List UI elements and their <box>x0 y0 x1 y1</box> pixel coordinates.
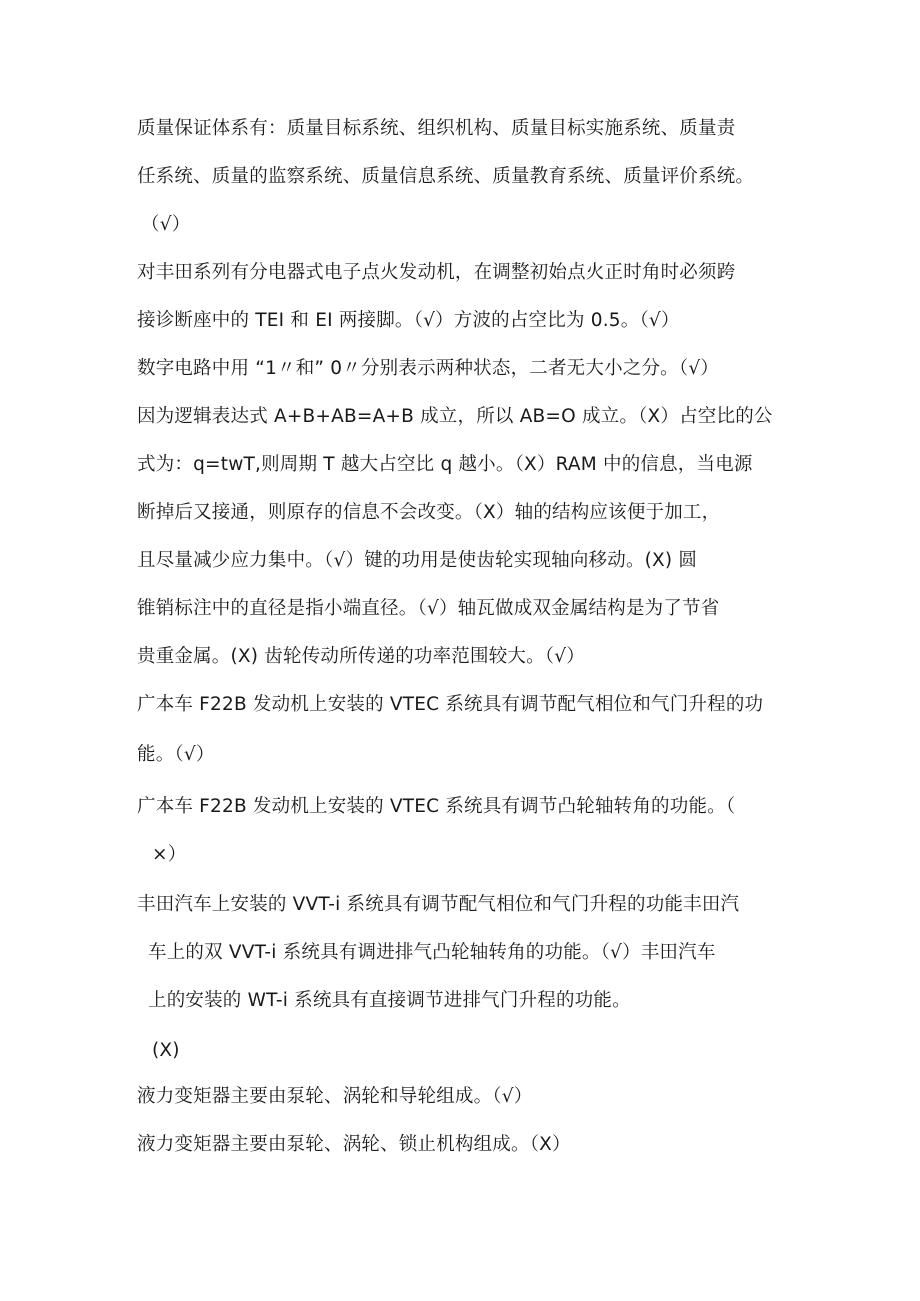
text-line: 上的安装的 WT-i 系统具有直接调节进排气门升程的功能。 <box>148 990 631 1011</box>
text-line: 数字电路中用 “1〃和” 0〃分别表示两种状态，二者无大小之分。（√） <box>137 358 720 379</box>
answer-mark: （√） <box>141 214 191 235</box>
text-line: 接诊断座中的 TEI 和 EI 两接脚。（√）方波的占空比为 0.5。（√） <box>137 310 680 331</box>
text-line: 车上的双 VVT-i 系统具有调进排气凸轮轴转角的功能。（√）丰田汽车 <box>148 942 716 963</box>
text-line: 任系统、质量的监察系统、质量信息系统、质量教育系统、质量评价系统。 <box>137 166 755 187</box>
text-line: 液力变矩器主要由泵轮、涡轮、锁止机构组成。（X） <box>137 1134 571 1155</box>
text-line: 质量保证体系有：质量目标系统、组织机构、质量目标实施系统、质量责 <box>137 118 736 139</box>
text-line: 广本车 F22B 发动机上安装的 VTEC 系统具有调节配气相位和气门升程的功 <box>137 694 764 715</box>
text-line: 液力变矩器主要由泵轮、涡轮和导轮组成。（√） <box>137 1086 533 1107</box>
text-line: 丰田汽车上安装的 VVT-i 系统具有调节配气相位和气门升程的功能丰田汽 <box>137 894 740 915</box>
text-line: 且尽量减少应力集中。（√）键的功用是使齿轮实现轴向移动。(X) 圆 <box>137 550 698 571</box>
text-line: 式为：q=twT,则周期 T 越大占空比 q 越小。（X）RAM 中的信息，当电源 <box>137 454 753 475</box>
answer-mark: (X) <box>152 1040 180 1061</box>
text-line: 对丰田系列有分电器式电子点火发动机，在调整初始点火正时角时必须跨 <box>137 262 736 283</box>
text-line: 贵重金属。(X) 齿轮传动所传递的功率范围较大。（√） <box>137 646 585 667</box>
text-line: 能。（√） <box>137 744 215 765</box>
text-line: 广本车 F22B 发动机上安装的 VTEC 系统具有调节凸轮轴转角的功能。（ <box>137 796 736 817</box>
answer-mark: ×） <box>152 844 187 865</box>
text-line: 锥销标注中的直径是指小端直径。（√）轴瓦做成双金属结构是为了节省 <box>137 598 720 619</box>
text-line: 断掉后又接通，则原存的信息不会改变。（X）轴的结构应该便于加工， <box>137 502 721 523</box>
text-line: 因为逻辑表达式 A+B+AB=A+B 成立，所以 AB=O 成立。（X）占空比的公 <box>137 406 773 427</box>
